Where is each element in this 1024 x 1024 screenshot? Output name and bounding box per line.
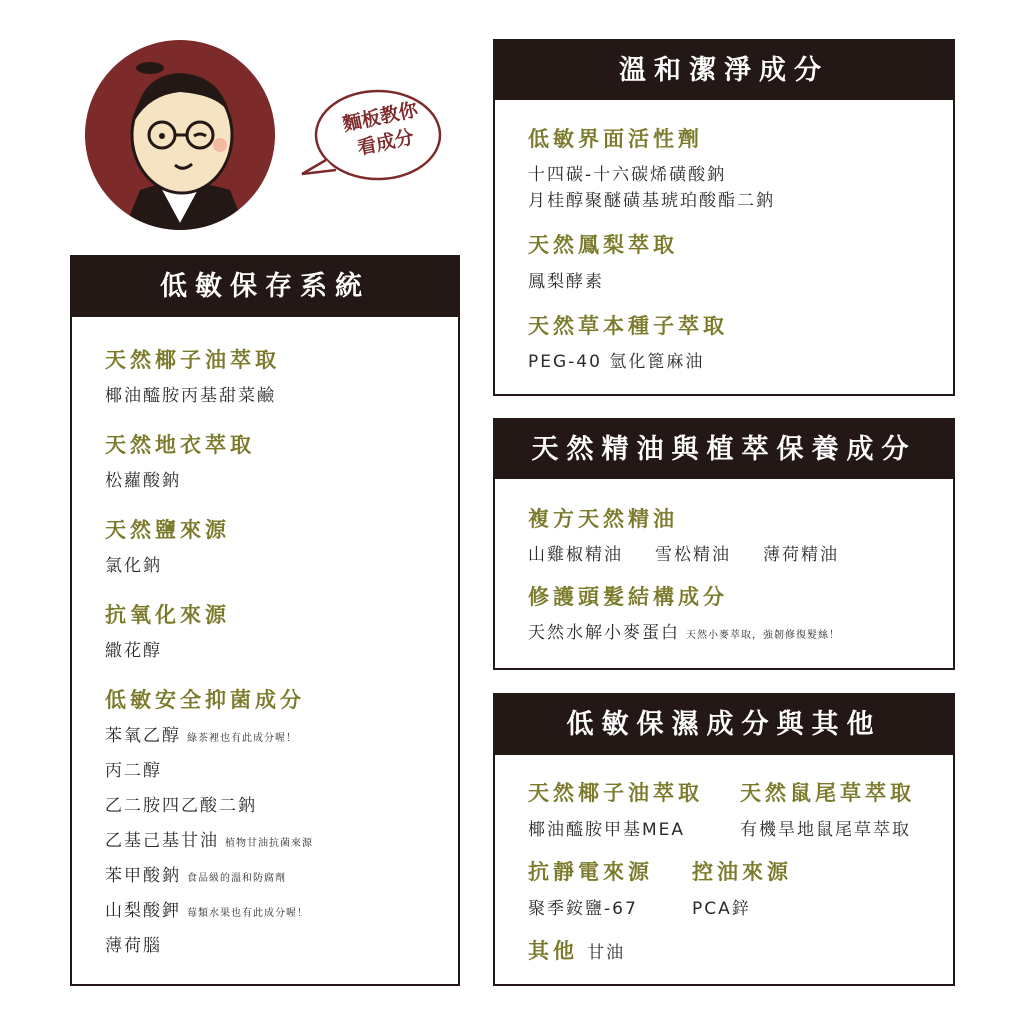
ingredient-name: 乙基己基甘油 <box>105 831 219 851</box>
ingredient-item <box>105 763 162 780</box>
ingredient-item: 松蘿酸鈉 <box>105 471 181 491</box>
ingredient-item: 聚季銨鹽-67 <box>528 899 638 919</box>
bubble-line-1: 麵板教你 <box>340 98 420 136</box>
panel-title: 低敏保濕成分與其他 <box>495 695 953 755</box>
ingredient-item <box>105 728 297 745</box>
panel-title: 低敏保存系統 <box>72 257 458 317</box>
section-heading: 天然椰子油萃取 <box>528 781 703 805</box>
ingredient-item <box>105 903 308 920</box>
ingredient-item <box>105 938 162 955</box>
section-heading: 天然鼠尾草萃取 <box>740 781 915 805</box>
ingredient-item <box>105 833 313 850</box>
ingredient-item <box>528 625 840 642</box>
section-heading: 低敏界面活性劑 <box>528 127 703 151</box>
section-heading: 天然鳳梨萃取 <box>528 233 678 257</box>
panel-gentle-cleansing <box>493 39 955 396</box>
ingredient-item <box>105 798 257 815</box>
ingredient-item: 繖花醇 <box>105 641 162 661</box>
ingredient-item <box>105 868 286 885</box>
speech-bubble <box>296 82 446 192</box>
ingredient-name: 乙二胺四乙酸二鈉 <box>105 796 257 816</box>
section-heading: 其他 <box>528 939 578 963</box>
section-heading: 低敏安全抑菌成分 <box>105 688 305 712</box>
ingredient-item: 甘油 <box>587 943 626 963</box>
section-heading: 天然地衣萃取 <box>105 433 255 457</box>
section-heading: 天然鹽來源 <box>105 518 230 542</box>
ingredient-item: PCA鋅 <box>692 899 751 919</box>
ingredient-item: 山雞椒精油 <box>528 545 623 565</box>
ingredient-note: 植物甘油抗菌來源 <box>225 838 313 849</box>
panel-essential-oils <box>493 418 955 670</box>
ingredient-name: 苯氧乙醇 <box>105 726 181 746</box>
section-heading: 抗氧化來源 <box>105 603 230 627</box>
ingredient-name: 苯甲酸鈉 <box>105 866 181 886</box>
panel-title: 溫和潔淨成分 <box>495 41 953 100</box>
ingredient-item: 雪松精油 <box>655 545 731 565</box>
ingredient-note: 天然小麥萃取，強韌修復髮絲！ <box>686 630 840 641</box>
ingredient-item: PEG-40 氫化篦麻油 <box>528 352 705 372</box>
ingredient-item: 十四碳-十六碳烯磺酸鈉 <box>528 165 727 185</box>
section-heading: 控油來源 <box>692 860 792 884</box>
ingredient-name: 丙二醇 <box>105 761 162 781</box>
ingredient-note: 食品級的溫和防腐劑 <box>187 873 286 884</box>
section-heading: 天然草本種子萃取 <box>528 314 728 338</box>
ingredient-item: 鳳梨酵素 <box>528 272 604 292</box>
ingredient-name: 山梨酸鉀 <box>105 901 181 921</box>
ingredient-item: 椰油醯胺丙基甜菜鹼 <box>105 386 276 406</box>
section-heading: 複方天然精油 <box>528 507 678 531</box>
section-heading: 抗靜電來源 <box>528 860 653 884</box>
other-row <box>528 941 625 962</box>
section-heading: 修護頭髮結構成分 <box>528 585 728 609</box>
ingredient-note: 莓類水果也有此成分喔！ <box>187 908 308 919</box>
ingredient-note: 綠茶裡也有此成分喔！ <box>187 733 297 744</box>
panel-moisturizing <box>493 693 955 986</box>
panel-title: 天然精油與植萃保養成分 <box>495 420 953 479</box>
ingredient-name: 天然水解小麥蛋白 <box>528 623 680 643</box>
section-heading: 天然椰子油萃取 <box>105 348 280 372</box>
ingredient-item: 椰油醯胺甲基MEA <box>528 820 686 840</box>
ingredient-item: 月桂醇聚醚磺基琥珀酸酯二鈉 <box>528 191 775 211</box>
bubble-line-2: 看成分 <box>355 126 416 160</box>
ingredient-name: 薄荷腦 <box>105 936 162 956</box>
ingredient-item: 有機旱地鼠尾草萃取 <box>740 820 911 840</box>
mascot-avatar-icon <box>80 40 280 240</box>
mascot-avatar <box>80 40 280 240</box>
ingredient-item: 氯化鈉 <box>105 556 162 576</box>
ingredient-item: 薄荷精油 <box>763 545 839 565</box>
panel-preservation-system <box>70 255 460 986</box>
